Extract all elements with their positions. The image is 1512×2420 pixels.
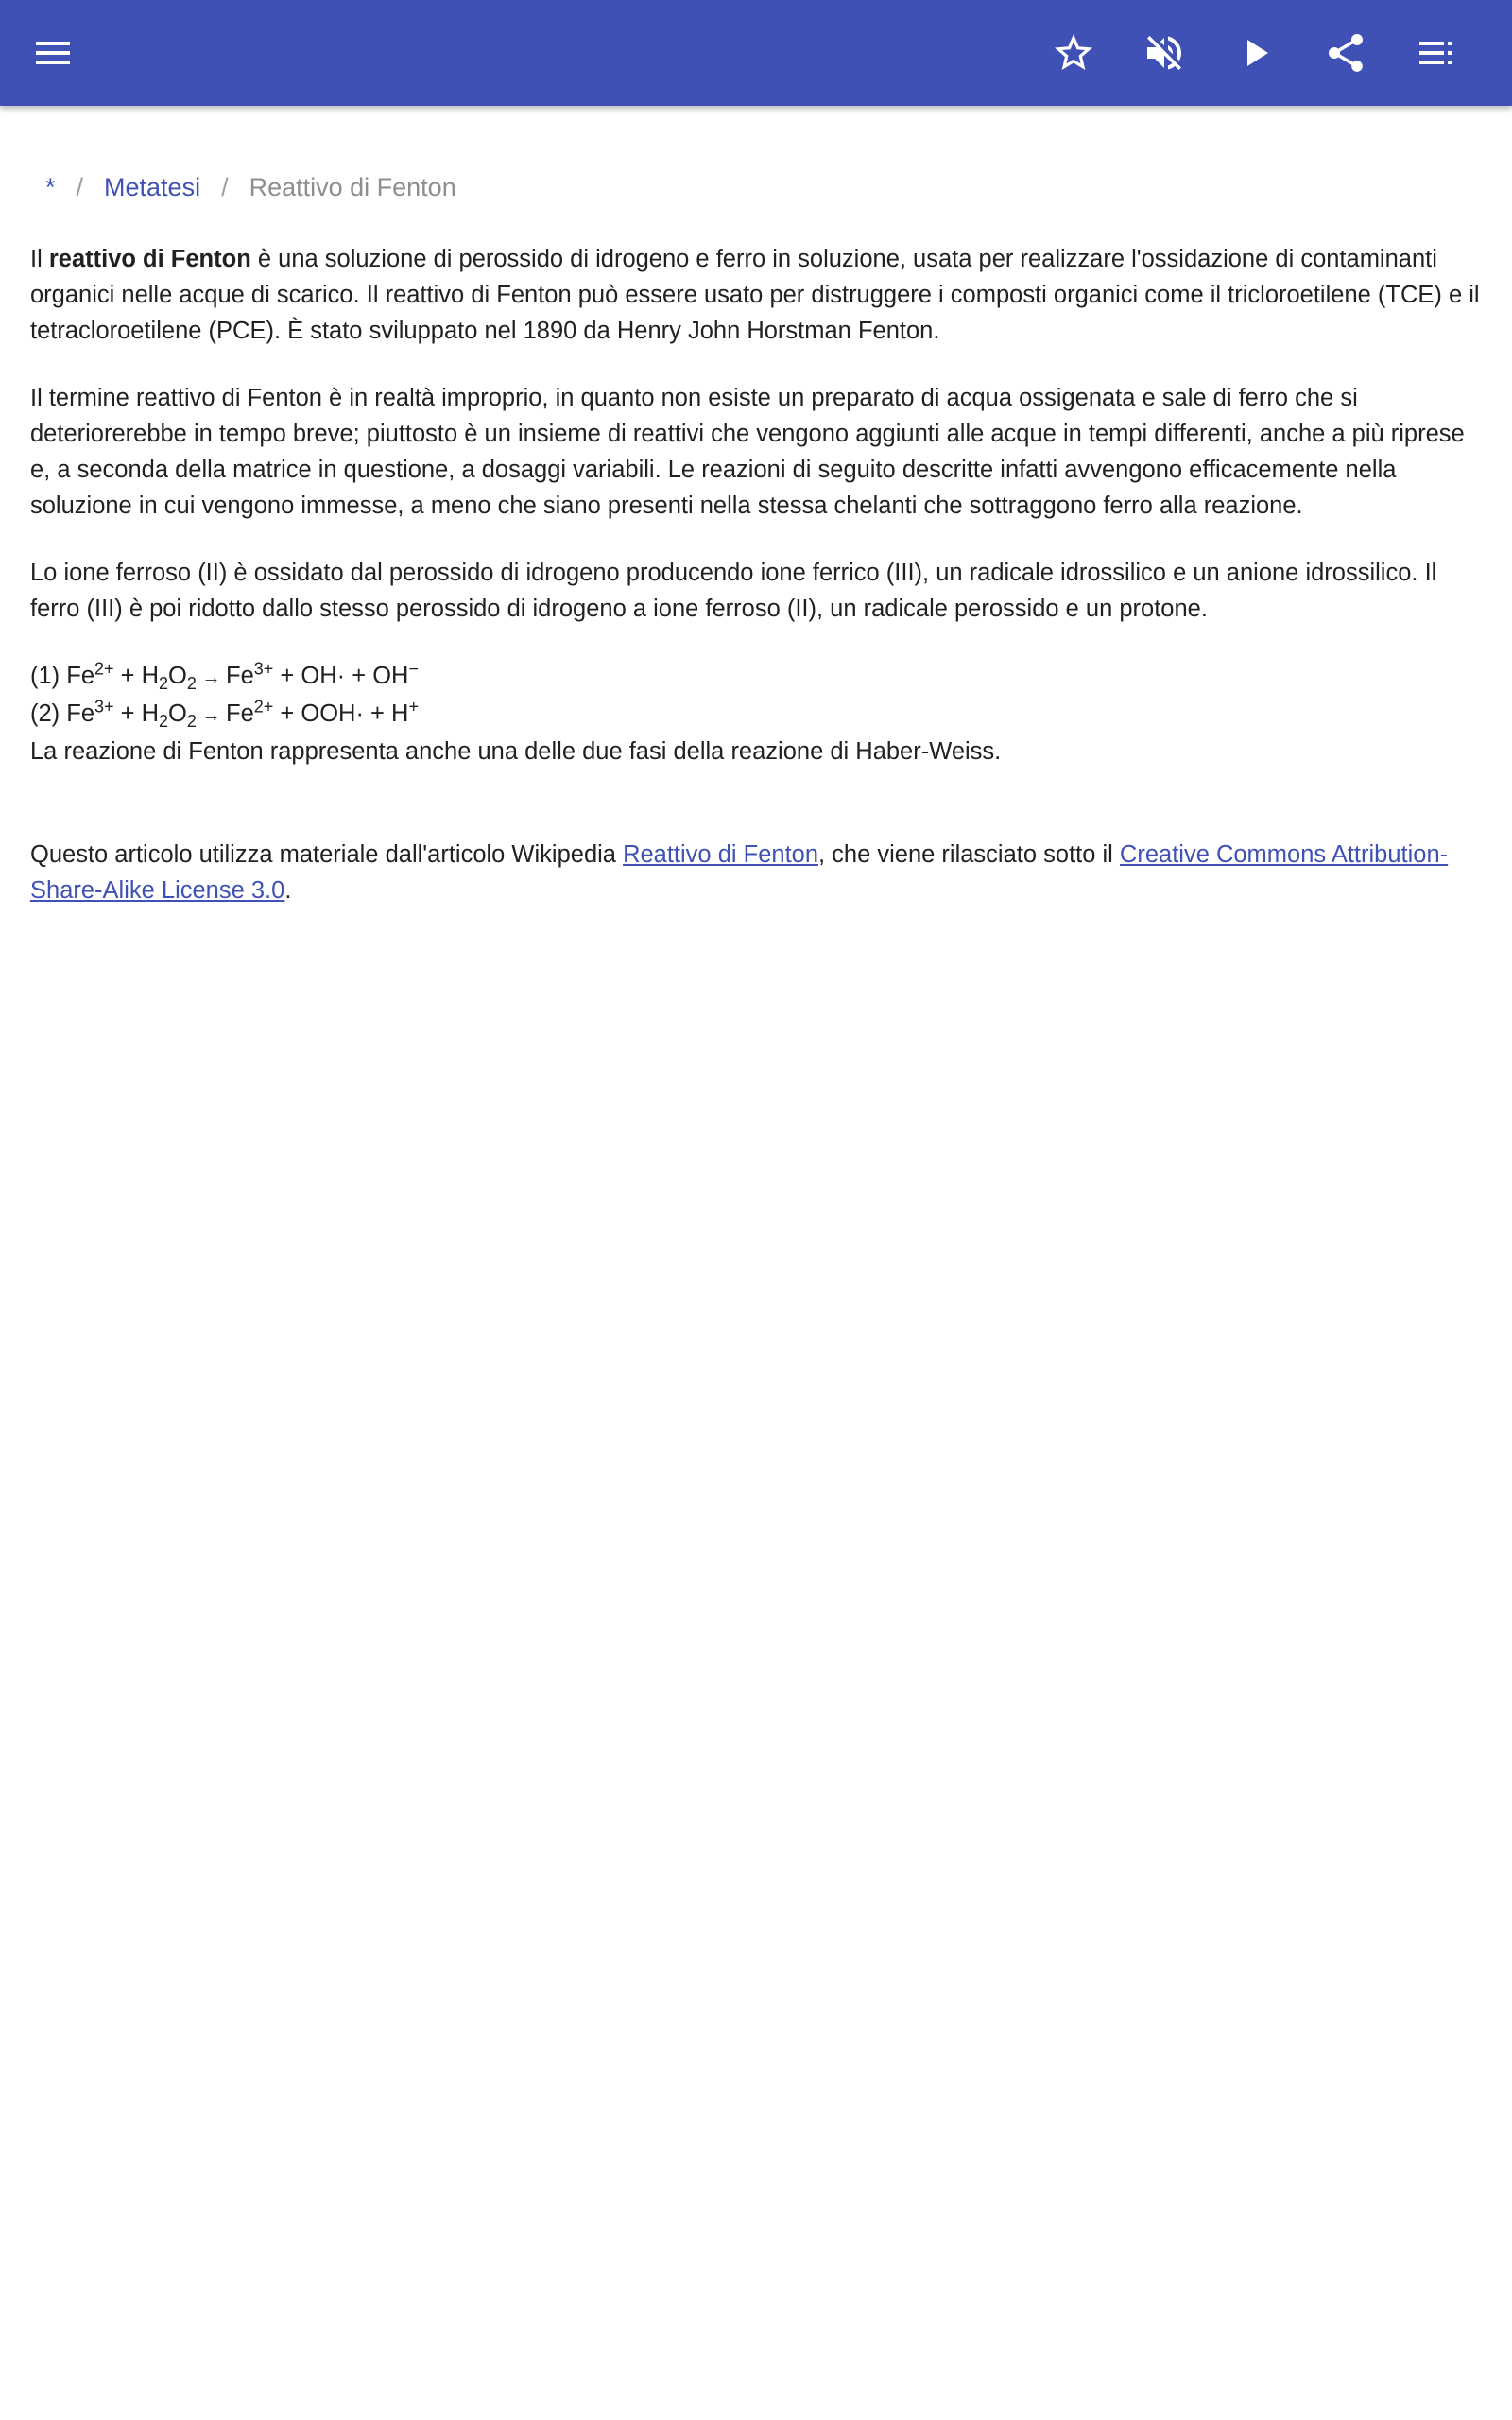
breadcrumb <box>45 168 456 206</box>
eq-sup: 3+ <box>94 697 114 717</box>
wikipedia-article-link[interactable]: Reattivo di Fenton <box>623 841 819 868</box>
eq-arrow: → <box>196 667 227 688</box>
eq-text: (2) Fe <box>30 700 95 727</box>
eq-sub: 2 <box>159 674 169 694</box>
bold-term: reattivo di Fenton <box>48 246 251 272</box>
breadcrumb-root-link[interactable]: * <box>45 173 56 201</box>
mute-button[interactable] <box>1134 23 1194 83</box>
article-body <box>30 241 1486 940</box>
playlist-button[interactable] <box>1406 23 1467 83</box>
paragraph-mechanism: Lo ione ferroso (II) è ossidato dal perossido di idrogeno producendo ione ferrico (III), un radicale idrossilico e un anione idrossilico. Il ferro (III) è poi ridotto dallo stesso perossido di idrogeno a ione ferroso (II), un radicale perossido e un protone. <box>30 560 1437 622</box>
playlist-icon <box>1414 30 1459 76</box>
text: Questo articolo utilizza materiale dall'articolo Wikipedia <box>30 841 624 868</box>
breadcrumb-separator: / <box>76 173 84 201</box>
eq-sub: 2 <box>186 712 197 732</box>
menu-button[interactable] <box>23 23 83 83</box>
eq-text: (1) Fe <box>30 663 95 689</box>
eq-sup: 3+ <box>253 659 274 679</box>
text: è una soluzione di perossido di idrogeno e ferro in soluzione, usata per realizzare l'ossidazione di contaminanti organici nelle acque di scarico. Il reattivo di Fenton può essere usato per distruggere i composti organici come il tricloroetilene (TCE) e il tetracloroetilene (PCE). È stato sviluppato nel 1890 da Henry John Horstman Fenton. <box>30 246 1480 344</box>
bookmark-button[interactable] <box>1043 23 1104 83</box>
eq-text: Fe <box>226 663 254 689</box>
license-link[interactable]: Creative Commons Attribution-Share-Alike License 3.0 <box>30 841 1449 904</box>
equation-1 <box>30 658 1486 696</box>
attribution <box>30 837 1486 908</box>
text: . <box>284 877 292 904</box>
eq-text: Fe <box>226 700 254 727</box>
share-button[interactable] <box>1315 23 1376 83</box>
breadcrumb-current: Reattivo di Fenton <box>249 173 456 201</box>
app-bar <box>0 0 1512 106</box>
eq-sub: 2 <box>159 712 169 732</box>
eq-sup: 2+ <box>253 697 274 717</box>
eq-arrow: → <box>196 705 227 726</box>
equation-2 <box>30 696 1486 734</box>
eq-text: + H <box>113 663 160 689</box>
star-outline-icon <box>1051 30 1096 76</box>
share-icon <box>1323 30 1368 76</box>
eq-text: + OH· + OH <box>273 663 409 689</box>
paragraph-haber-weiss: La reazione di Fenton rappresenta anche una delle due fasi della reazione di Haber-Weiss. <box>30 738 1002 765</box>
breadcrumb-parent-link[interactable]: Metatesi <box>104 173 201 201</box>
text: Il <box>30 246 49 272</box>
eq-sup: 2+ <box>94 659 114 679</box>
text: , che viene rilasciato sotto il <box>818 841 1120 868</box>
eq-text: O <box>168 700 187 727</box>
eq-text: + H <box>113 700 160 727</box>
paragraph-terminology: Il termine reattivo di Fenton è in realtà improprio, in quanto non esiste un preparato di acqua ossigenata e sale di ferro che si deteriorerebbe in tempo breve; piuttosto è un insieme di reattivi che vengono aggiunti alle acque in tempi differenti, anche a più riprese e, a seconda della matrice in questione, a dosaggi variabili. Le reazioni di seguito descritte infatti avvengono efficacemente nella soluzione in cui vengono immesse, a meno che siano presenti nella stessa chelanti che sottraggono ferro alla reazione. <box>30 385 1465 519</box>
paragraph-intro <box>30 241 1486 349</box>
play-button[interactable] <box>1225 23 1285 83</box>
volume-off-icon <box>1142 30 1187 76</box>
play-icon <box>1232 30 1278 76</box>
eq-sub: 2 <box>186 674 197 694</box>
eq-sup: + <box>408 697 419 717</box>
menu-icon <box>30 30 76 76</box>
eq-sup: − <box>408 659 419 679</box>
eq-text: O <box>168 663 187 689</box>
eq-text: + OOH· + H <box>273 700 409 727</box>
breadcrumb-separator: / <box>221 173 229 201</box>
